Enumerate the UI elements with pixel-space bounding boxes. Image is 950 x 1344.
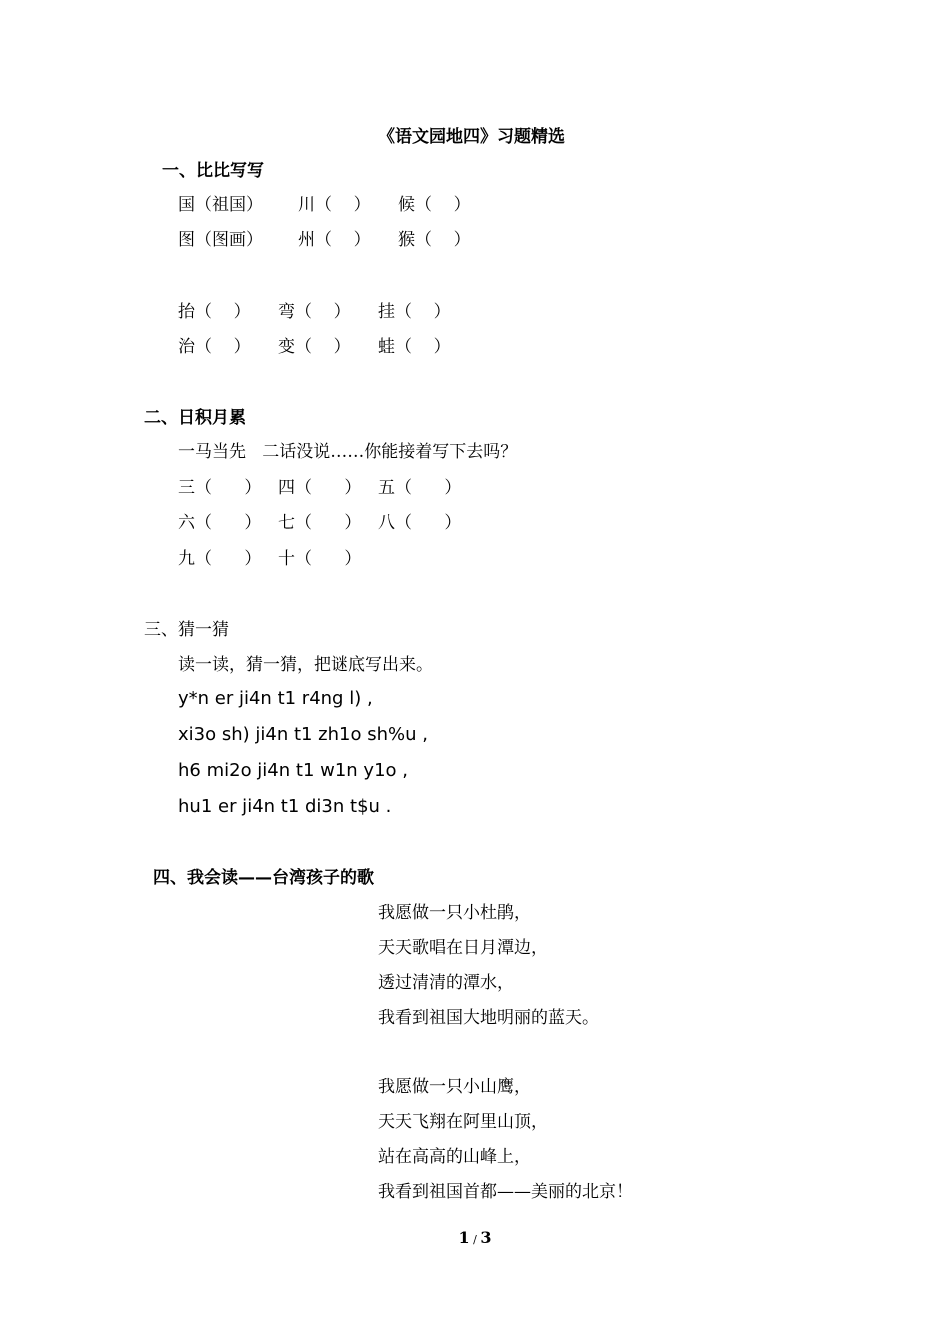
- riddle-line-2: xi3o sh) ji4n t1 zh1o sh%u ,: [178, 724, 428, 745]
- total-pages: 3: [480, 1228, 492, 1247]
- s2-r2-c3: 八（ ）: [378, 513, 462, 533]
- poem-line: 我看到祖国大地明丽的蓝天。: [378, 1008, 599, 1028]
- s1-r2-c2: 州（ ）: [298, 230, 371, 250]
- current-page: 1: [458, 1228, 470, 1247]
- page-number: [0, 1228, 950, 1247]
- page-title: 《语文园地四》习题精选: [378, 127, 565, 147]
- s1-r4-c1: 治（ ）: [178, 337, 251, 357]
- s2-r3-c2: 十（ ）: [278, 549, 362, 569]
- s1-r3-c3: 挂（ ）: [378, 302, 451, 322]
- riddle-line-3: h6 mi2o ji4n t1 w1n y1o ,: [178, 760, 408, 781]
- poem-line: 天天飞翔在阿里山顶，: [378, 1112, 548, 1132]
- s2-r1-c1: 三（ ）: [178, 478, 262, 498]
- s2-r1-c3: 五（ ）: [378, 478, 462, 498]
- riddle-line-4: hu1 er ji4n t1 di3n t$u .: [178, 796, 392, 817]
- poem-line: 我愿做一只小山鹰，: [378, 1077, 531, 1097]
- section-4-heading: 四、我会读——台湾孩子的歌: [153, 868, 374, 888]
- section-2-heading: 二、日积月累: [144, 408, 246, 428]
- s2-r2-c1: 六（ ）: [178, 513, 262, 533]
- s1-r2-c3: 猴（ ）: [398, 230, 471, 250]
- s1-r1-c1: 国（祖国）: [178, 195, 263, 215]
- section-3-heading: 三、猜一猜: [144, 620, 229, 640]
- s1-r2-c1: 图（图画）: [178, 230, 263, 250]
- poem-line: 我愿做一只小杜鹃，: [378, 903, 531, 923]
- riddle-line-1: y*n er ji4n t1 r4ng l) ,: [178, 688, 373, 709]
- s1-r4-c3: 蛙（ ）: [378, 337, 451, 357]
- section-3-intro: 读一读，猜一猜，把谜底写出来。: [178, 655, 433, 675]
- s2-r3-c1: 九（ ）: [178, 549, 262, 569]
- s1-r1-c3: 候（ ）: [398, 195, 471, 215]
- s2-r1-c2: 四（ ）: [278, 478, 362, 498]
- s2-r2-c2: 七（ ）: [278, 513, 362, 533]
- poem-line: 我看到祖国首都——美丽的北京！: [378, 1182, 633, 1202]
- s1-r1-c2: 川（ ）: [298, 195, 371, 215]
- poem-line: 透过清清的潭水，: [378, 973, 514, 993]
- section-1-heading: 一、比比写写: [162, 161, 264, 181]
- s1-r3-c2: 弯（ ）: [278, 302, 351, 322]
- page-separator: /: [469, 1233, 481, 1246]
- s1-r4-c2: 变（ ）: [278, 337, 351, 357]
- poem-line: 站在高高的山峰上，: [378, 1147, 531, 1167]
- poem-line: 天天歌唱在日月潭边，: [378, 938, 548, 958]
- section-2-intro: 一马当先 二话没说……你能接着写下去吗？: [178, 442, 518, 462]
- s1-r3-c1: 抬（ ）: [178, 302, 251, 322]
